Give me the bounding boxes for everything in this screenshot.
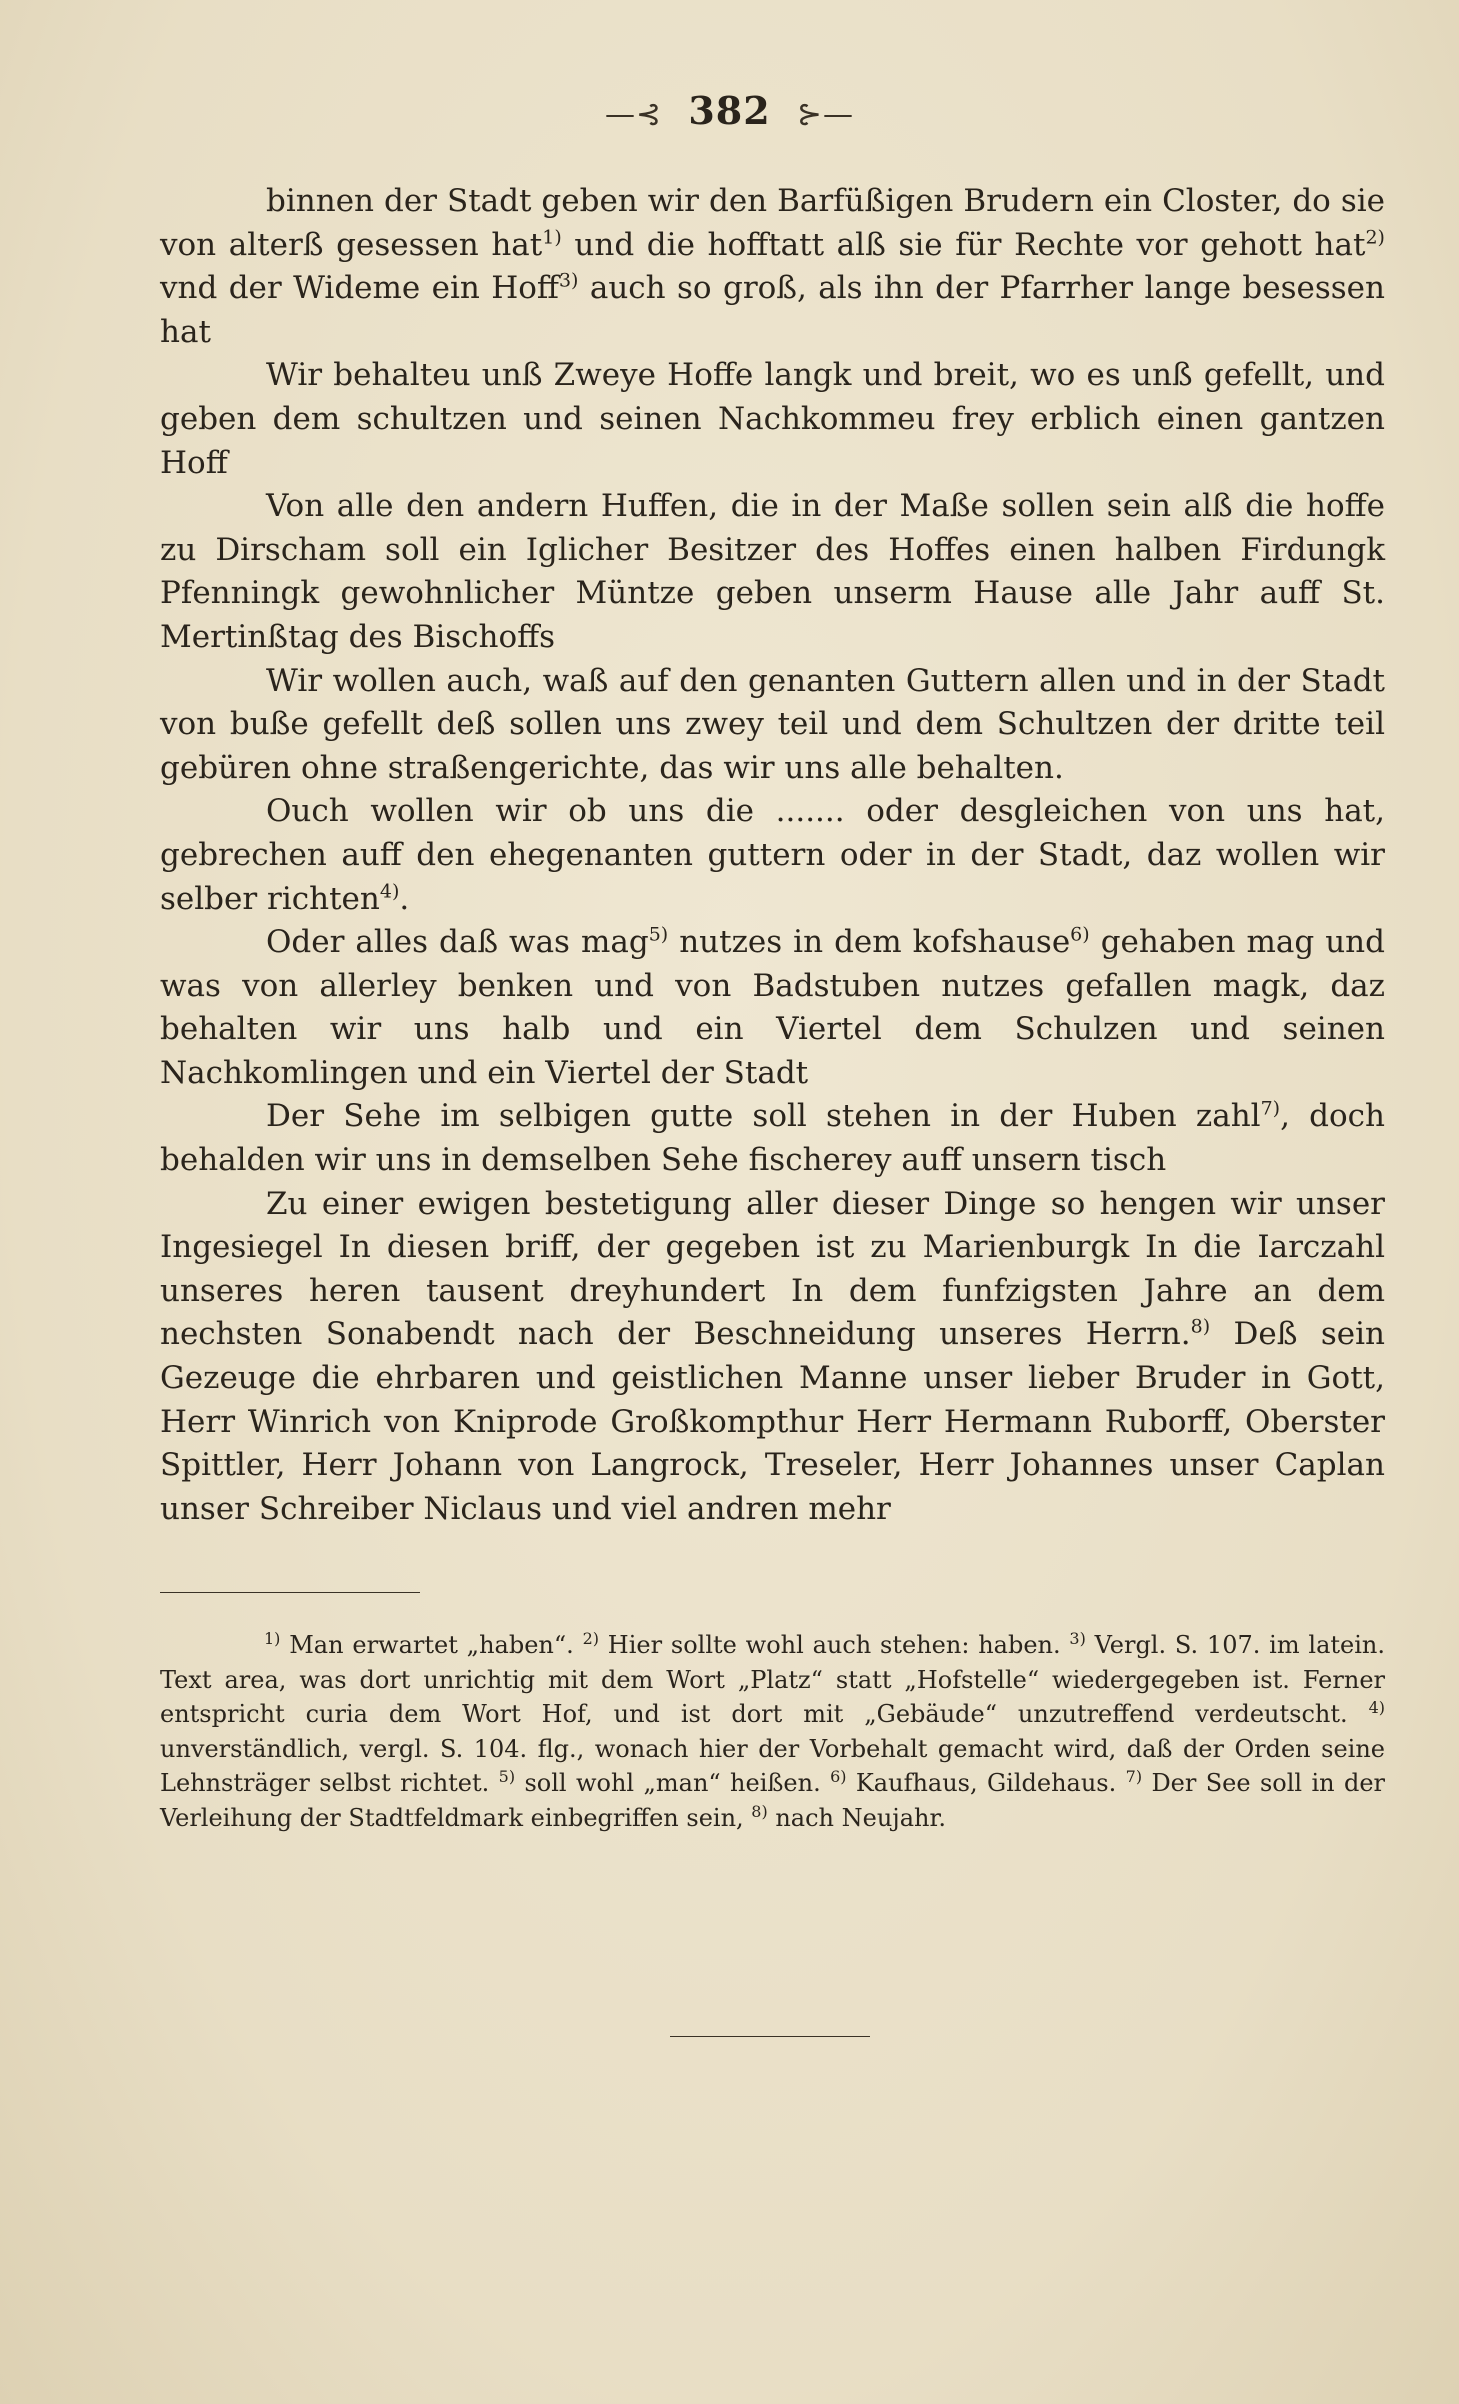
- end-rule: [670, 2036, 870, 2037]
- paragraph: [160, 660, 1385, 791]
- text-run: Vergl. S. 107. im latein. Text area, was dort unrichtig mit dem Wort „Platz“ statt „Hofstelle“ wiedergegeben ist. Ferner entspricht curia dem Wort Hof, und ist dort mit „Gebäude“ unzutreffend verdeutscht.: [160, 1631, 1385, 1728]
- text-run: auch so groß, als ihn der Pfarrher lange besessen hat: [160, 270, 1385, 350]
- text-run: Kaufhaus, Gildehaus.: [846, 1769, 1126, 1797]
- main-text: [160, 180, 1385, 1531]
- paragraph: [160, 354, 1385, 485]
- text-run: , doch behalden wir uns in demselben Sehe fischerey auff unsern tisch: [160, 1098, 1386, 1179]
- footnote-marker: 4): [379, 880, 400, 903]
- footnote-paragraph: [160, 1628, 1385, 1835]
- text-run: vnd der Wideme ein Hoff: [160, 270, 559, 307]
- text-run: Oder alles daß was mag: [266, 924, 649, 961]
- header-ornament-left: —⊰: [604, 97, 663, 132]
- text-run: und die hofftatt alß sie für Rechte vor gehott hat: [561, 226, 1366, 263]
- text-run: Ouch wollen wir ob uns die ....... oder desgleichen von uns hat, gebrechen auff den ehegenanten guttern oder in der Stadt, daz wollen wir selber richten: [160, 793, 1385, 917]
- page-number: 382: [688, 88, 771, 133]
- text-run: soll wohl „man“ heißen.: [515, 1769, 831, 1797]
- paragraph: [160, 790, 1385, 921]
- footnote-divider: [160, 1592, 420, 1593]
- footnote-marker: 8): [1190, 1316, 1211, 1339]
- text-run: Der Sehe im selbigen gutte soll stehen in der Huben zahl: [266, 1098, 1261, 1135]
- text-run: Hier sollte wohl auch stehen: haben.: [599, 1631, 1070, 1659]
- footnote-marker: 1): [542, 226, 562, 249]
- text-run: Von alle den andern Huffen, die in der Maße sollen sein alß die hoffe zu Dirscham soll ein Iglicher Besitzer des Hoffes einen halben Firdungk Pfenningk gewohnlicher Müntze geben unserm Hause alle Jahr auff St. Mertinßtag des Bischoffs: [160, 488, 1385, 655]
- paragraph: [160, 921, 1385, 1095]
- footnote-marker: 6): [830, 1767, 847, 1786]
- text-run: Deß sein Gezeuge die ehrbaren und geistlichen Manne unser lieber Bruder in Gott, Herr Winrich von Kniprode Großkompthur Herr Hermann Ruborff, Oberster Spittler, Herr Johann von Langrock, Treseler, Herr Johannes unser Caplan unser Schreiber Niclaus und viel andren mehr: [160, 1316, 1385, 1527]
- paragraph: [160, 1095, 1385, 1182]
- page-header: [0, 88, 1459, 133]
- text-run: Man erwartet „haben“.: [280, 1631, 583, 1659]
- footnote-marker: 3): [558, 269, 579, 292]
- text-run: binnen der Stadt geben wir den Barfüßigen Brudern ein Closter, do sie von alterß gesessen hat: [160, 183, 1385, 263]
- footnote-marker: 7): [1260, 1098, 1281, 1121]
- footnote-marker: 2): [1365, 226, 1385, 249]
- footnote-marker: 6): [1070, 923, 1090, 946]
- footnote-marker: 2): [582, 1629, 599, 1648]
- text-run: unverständlich, vergl. S. 104. flg., wonach hier der Vorbehalt gemacht wird, daß der Orden seine Lehnsträger selbst richtet.: [160, 1734, 1385, 1797]
- text-run: gehaben mag und was von allerley benken und von Badstuben nutzes gefallen magk, daz behalten wir uns halb und ein Viertel dem Schulzen und seinen Nachkomlingen und ein Viertel der Stadt: [160, 924, 1385, 1091]
- footnotes: [160, 1628, 1385, 1835]
- text-run: .: [399, 880, 410, 917]
- footnote-marker: 4): [1368, 1698, 1385, 1717]
- footnote-marker: 7): [1125, 1767, 1143, 1786]
- paragraph: [160, 1183, 1385, 1532]
- footnote-marker: 5): [648, 923, 669, 946]
- paragraph: [160, 180, 1385, 354]
- footnote-marker: 1): [264, 1629, 281, 1648]
- footnote-marker: 5): [498, 1767, 516, 1786]
- paragraph: [160, 485, 1385, 659]
- text-run: nach Neujahr.: [767, 1803, 946, 1832]
- footnote-marker: 8): [751, 1801, 768, 1821]
- text-run: nutzes in dem kofshause: [668, 924, 1071, 961]
- text-run: Wir wollen auch, waß auf den genanten Guttern allen und in der Stadt von buße gefellt deß sollen uns zwey teil und dem Schultzen der dritte teil gebüren ohne straßengerichte, das wir uns alle behalten.: [160, 662, 1385, 786]
- header-ornament-right: ⊱—: [796, 97, 855, 132]
- footnote-marker: 3): [1069, 1629, 1086, 1648]
- text-run: Zu einer ewigen bestetigung aller dieser Dinge so hengen wir unser Ingesiegel In diesen briff, der gegeben ist zu Marienburgk In die Iarczahl unseres heren tausent dreyhundert In dem funfzigsten Jahre an dem nechsten Sonabendt nach der Beschneidung unseres Herrn.: [160, 1185, 1385, 1353]
- text-run: Der See soll in der Verleihung der Stadtfeldmark einbegriffen sein,: [160, 1769, 1385, 1832]
- text-run: Wir behalteu unß Zweye Hoffe langk und breit, wo es unß gefellt, und geben dem schultzen und seinen Nachkommeu frey erblich einen gantzen Hoff: [160, 357, 1385, 481]
